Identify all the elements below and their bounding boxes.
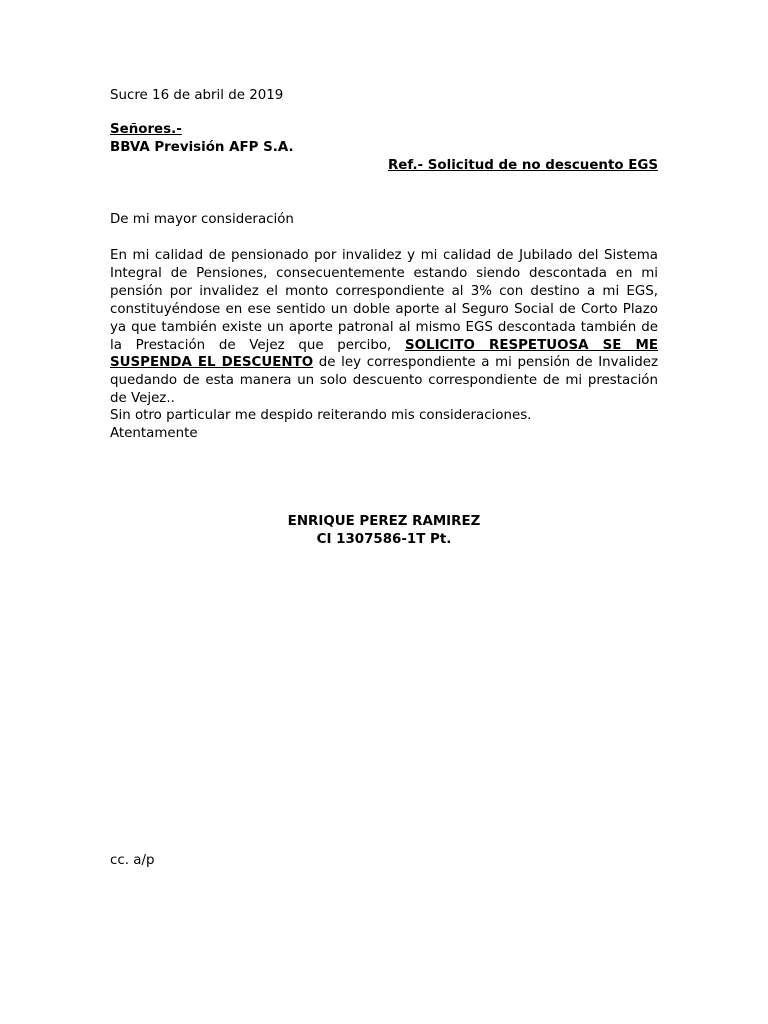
closing-line: Sin otro particular me despido reiterando mis consideraciones.	[110, 408, 532, 423]
salutation: Señores.-	[110, 122, 182, 137]
body-emphasis: SOLICITO RESPETUOSA SE ME SUSPENDA EL DESCUENTO	[110, 337, 658, 371]
signer-id: CI 1307586-1T Pt.	[316, 532, 452, 547]
body-part-2: de ley correspondiente a mi pensión de Invalidez quedando de esta manera un solo descuento correspondiente de mi prestación de Vejez..	[110, 355, 658, 407]
recipient: BBVA Previsión AFP S.A.	[110, 140, 294, 155]
date-line: Sucre 16 de abril de 2019	[110, 88, 284, 103]
cc-line: cc. a/p	[110, 853, 155, 868]
reference-line	[110, 157, 658, 175]
reference-text: Ref.- Solicitud de no descuento EGS	[387, 158, 658, 173]
body-part-1: En mi calidad de pensionado por invalidez y mi calidad de Jubilado del Sistema Integral de Pensiones, consecuentemente estando siendo descontada en mi pensión por invalidez el monto correspondiente al 3% con destino a mi EGS, constituyéndose en ese sentido un doble aporte al Seguro Social de Corto Plazo ya que también existe un aporte patronal al mismo EGS descontada también de la Prestación de Vejez que percibo,	[110, 248, 658, 353]
signer-name: ENRIQUE PEREZ RAMIREZ	[287, 514, 481, 529]
greeting: De mi mayor consideración	[110, 212, 294, 227]
sign-off: Atentamente	[110, 426, 198, 441]
body-paragraph	[110, 247, 658, 408]
